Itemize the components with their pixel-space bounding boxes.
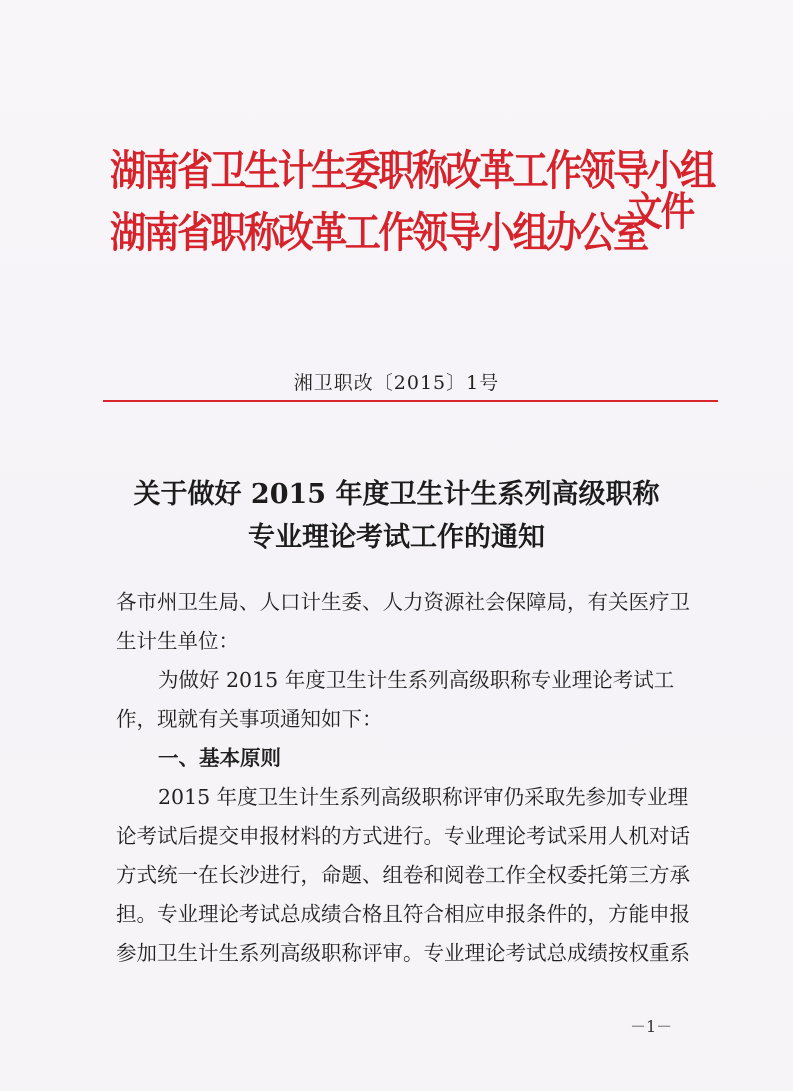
document-number: 湘卫职改〔2015〕1号 xyxy=(293,372,500,394)
intro-line-1: 为做好 2015 年度卫生计生系列高级职称专业理论考试工 xyxy=(158,668,675,692)
document-header xyxy=(110,138,714,278)
red-divider-line xyxy=(103,400,718,402)
notice-title-line-2: 专业理论考试工作的通知 xyxy=(248,522,545,553)
section-1-line: 方式统一在长沙进行，命题、组卷和阅卷工作全权委托第三方承 xyxy=(116,863,690,887)
addressee-line-1: 各市州卫生局、人口计生委、人力资源社会保障局，有关医疗卫 xyxy=(116,590,690,614)
section-1-line: 参加卫生计生系列高级职称评审。专业理论考试总成绩按权重系 xyxy=(116,941,690,965)
section-1-line: 论考试后提交申报材料的方式进行。专业理论考试采用人机对话 xyxy=(116,824,690,848)
page-number: －1－ xyxy=(630,1017,673,1036)
issuing-org-line-1: 湖南省卫生计生委职称改革工作领导小组 xyxy=(110,146,714,195)
issuing-org-line-2: 湖南省职称改革工作领导小组办公室 xyxy=(110,208,647,257)
section-1-line: 担。专业理论考试总成绩合格且符合相应申报条件的，方能申报 xyxy=(116,902,690,926)
doc-type-label: 文件 xyxy=(628,188,694,235)
section-1-line: 2015 年度卫生计生系列高级职称评审仍采取先参加专业理 xyxy=(158,785,689,809)
section-1-heading: 一、基本原则 xyxy=(158,746,281,770)
intro-line-2: 作，现就有关事项通知如下： xyxy=(116,707,383,731)
addressee-line-2: 生计生单位： xyxy=(116,629,239,653)
notice-title-line-1: 关于做好 2015 年度卫生计生系列高级职称 xyxy=(133,479,660,510)
